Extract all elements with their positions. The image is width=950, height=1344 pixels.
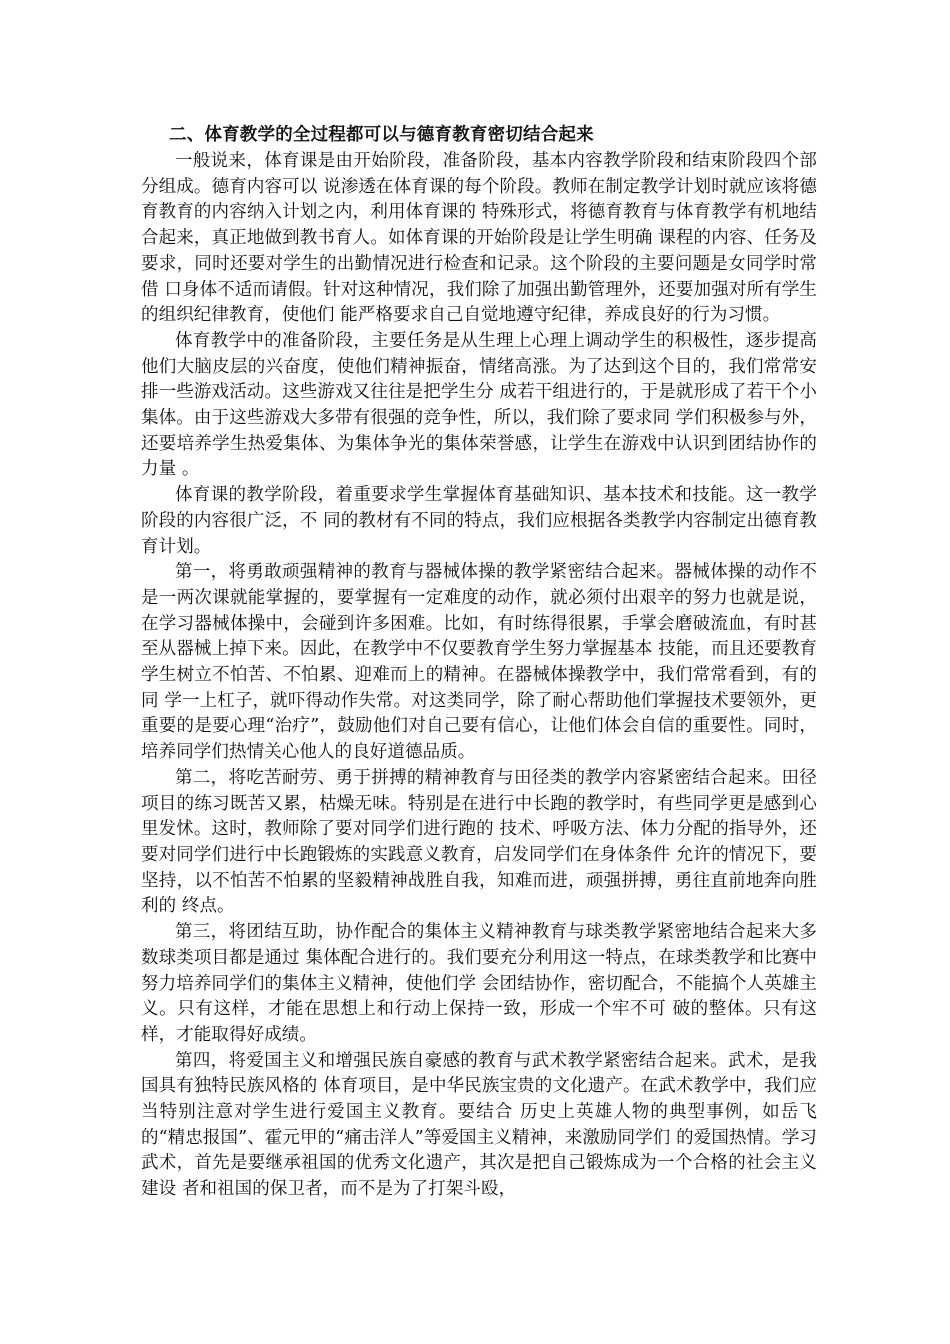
paragraph-third-ball-games: 第三，将团结互助，协作配合的集体主义精神教育与球类教学紧密地结合起来大多数球类项目都是通过 集体配合进行的。我们要充分利用这一特点，在球类教学和比赛中努力培养同学们的集体主义精神，使他们学 会团结协作，密切配合，不能搞个人英雄主义。只有这样，才能在思想上和行动上保持一致，形成一个牢不可 破的整体。只有这样，才能取得好成绩。: [141, 922, 817, 1045]
paragraph-fourth-martial-arts: 第四，将爱国主义和增强民族自豪感的教育与武术教学紧密结合起来。武术，是我国具有独特民族风格的 体育项目，是中华民族宝贵的文化遗产。在武术教学中，我们应当特别注意对学生进行爱国主义教育。要结合 历史上英雄人物的典型事例，如岳飞的“精忠报国”、霍元甲的“痛击洋人”等爱国主义精神，来激励同学们 的爱国热情。学习武术，首先是要继承祖国的优秀文化遗产，其次是把自己锻炼成为一个合格的社会主义建设 者和祖国的保卫者，而不是为了打架斗殴，: [141, 1050, 817, 1200]
paragraph-second-track-field: 第二，将吃苦耐劳、勇于拼搏的精神教育与田径类的教学内容紧密结合起来。田径项目的练习既苦又累，枯燥无味。特别是在进行中长跑的教学时，有些同学更是感到心里发怵。这时，教师除了要对同学们进行跑的 技术、呼吸方法、体力分配的指导外，还要对同学们进行中长跑锻炼的实践意义教育，启发同学们在身体条件 允许的情况下，要坚持，以不怕苦不怕累的坚毅精神战胜自我，知难而进，顽强拼搏，勇往直前地奔向胜利的 终点。: [141, 767, 817, 917]
paragraph-preparation-stage: 体育教学中的准备阶段，主要任务是从生理上心理上调动学生的积极性，逐步提高他们大脑皮层的兴奋度，使他们精神振奋，情绪高涨。为了达到这个目的，我们常常安排一些游戏活动。这些游戏又往往是把学生分 成若干组进行的，于是就形成了若干个小集体。由于这些游戏大多带有很强的竞争性，所以，我们除了要求同 学们积极参与外，还要培养学生热爱集体、为集体争光的集体荣誉感，让学生在游戏中认识到团结协作的力量 。: [141, 330, 817, 480]
paragraph-teaching-stage: 体育课的教学阶段，着重要求学生掌握体育基础知识、基本技术和技能。这一教学阶段的内容很广泛，不 同的教材有不同的特点，我们应根据各类教学内容制定出德育教育计划。: [141, 485, 817, 557]
section-heading: 二、体育教学的全过程都可以与德育教育密切结合起来: [169, 125, 594, 145]
paragraph-course-stages: 一般说来，体育课是由开始阶段，准备阶段，基本内容教学阶段和结束阶段四个部分组成。德育内容可以 说渗透在体育课的每个阶段。教师在制定教学计划时就应该将德育教育的内容纳入计划之内，利用体育课的 特殊形式，将德育教育与体育教学有机地结合起来，真正地做到教书育人。如体育课的开始阶段是让学生明确 课程的内容、任务及要求，同时还要对学生的出勤情况进行检查和记录。这个阶段的主要问题是女同学时常借 口身体不适而请假。针对这种情况，我们除了加强出勤管理外，还要加强对所有学生的组织纪律教育，使他们 能严格要求自己自觉地遵守纪律，养成良好的行为习惯。: [141, 151, 817, 326]
document-page: [141, 122, 817, 1203]
paragraph-first-gymnastics: 第一，将勇敢顽强精神的教育与器械体操的教学紧密结合起来。器械体操的动作不是一两次课就能掌握的，要掌握有一定难度的动作，就必须付出艰辛的努力也就是说，在学习器械体操中，会碰到许多困难。比如，有时练得很累，手掌会磨破流血，有时甚至从器械上掉下来。因此，在教学中不仅要教育学生努力掌握基本 技能，而且还要教育学生树立不怕苦、不怕累、迎难而上的精神。在器械体操教学中，我们常常看到，有的同 学一上杠子，就吓得动作失常。对这类同学，除了耐心帮助他们掌握技术要领外，更重要的是要心理“治疗”，鼓励他们对自己要有信心，让他们体会自信的重要性。同时，培养同学们热情关心他人的良好道德品质。: [141, 562, 817, 763]
